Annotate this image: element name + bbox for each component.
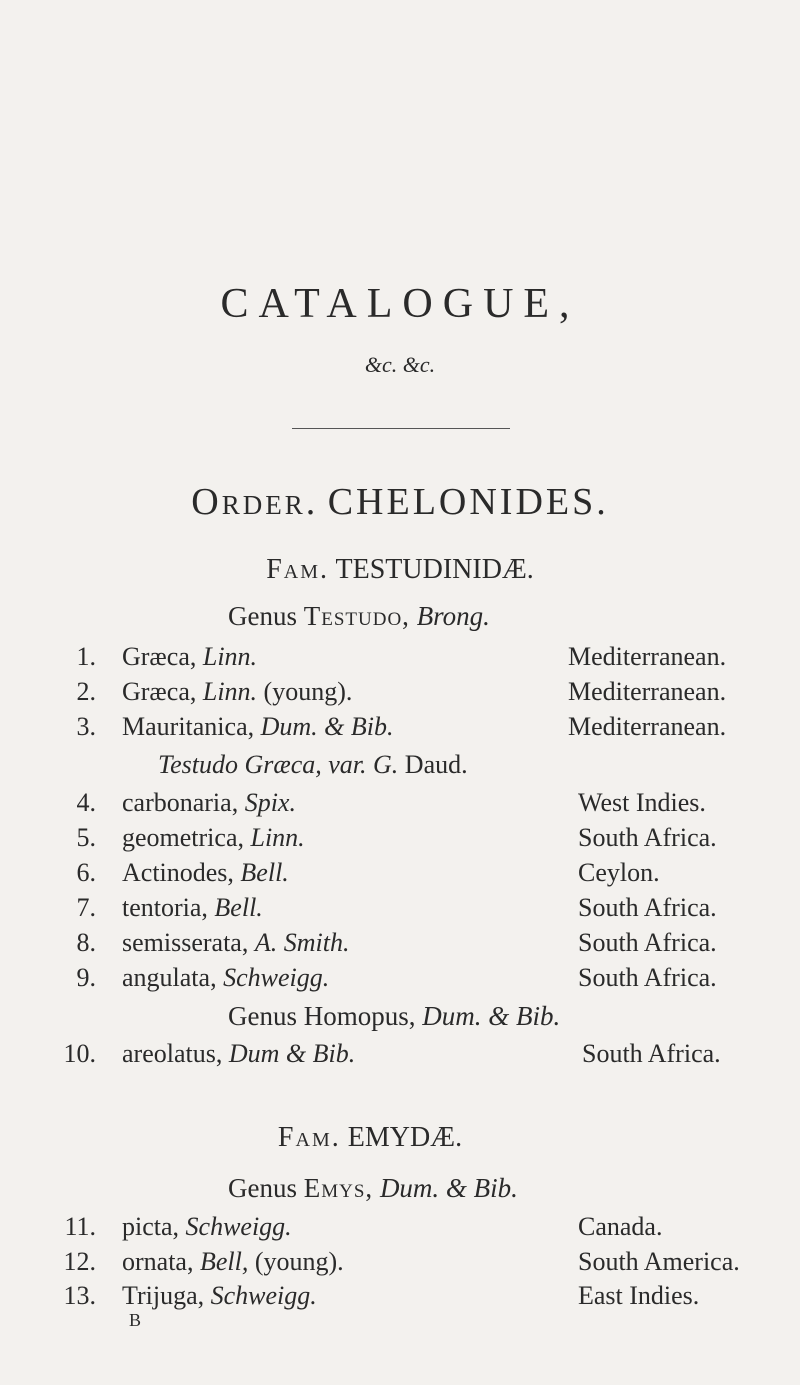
species-number: 6. — [76, 858, 96, 887]
species-entry — [122, 642, 257, 672]
order-name: CHELONIDES. — [327, 481, 609, 523]
page-subtitle: &c. &c. — [364, 352, 436, 377]
species-authority: Spix. — [244, 788, 296, 817]
species-authority: Linn. — [202, 642, 258, 671]
species-name: Græca, — [122, 642, 197, 671]
divider-rule — [292, 428, 510, 429]
synonym-authority: Daud. — [404, 750, 468, 779]
order-label: Order. — [191, 481, 319, 523]
family-heading-emydae — [0, 1122, 770, 1154]
species-entry — [122, 1247, 344, 1277]
species-authority: Dum. & Bib. — [260, 712, 394, 741]
species-entry — [122, 823, 305, 853]
species-entry — [122, 893, 263, 923]
genus-label: Genus — [228, 1173, 297, 1203]
species-number: 11. — [64, 1212, 96, 1241]
species-number: 2. — [76, 677, 96, 706]
species-name: Actinodes, — [122, 858, 234, 887]
genus-authority: Dum. & Bib. — [379, 1173, 518, 1203]
species-entry — [122, 788, 296, 818]
family-label: Fam. — [277, 1122, 341, 1153]
species-number: 7. — [76, 893, 96, 922]
family-name: EMYDÆ. — [347, 1122, 463, 1153]
species-name: semisserata, — [122, 928, 249, 957]
species-authority: Schweigg. — [210, 1281, 317, 1310]
species-number: 13. — [63, 1281, 96, 1310]
genus-label: Genus — [228, 1001, 297, 1031]
species-number: 12. — [63, 1247, 96, 1276]
genus-label: Genus — [228, 601, 297, 631]
species-number: 8. — [76, 928, 96, 957]
synonym-text: Testudo Græca, var. G. — [158, 750, 399, 779]
species-name: angulata, — [122, 963, 217, 992]
species-locality: Ceylon. — [578, 858, 660, 887]
species-locality: Mediterranean. — [568, 677, 727, 706]
species-synonym — [158, 750, 468, 780]
species-entry — [122, 1212, 292, 1242]
species-authority: Schweigg. — [223, 963, 330, 992]
genus-name: Homopus, — [303, 1001, 416, 1031]
species-entry — [122, 963, 329, 993]
species-name: geometrica, — [122, 823, 244, 852]
species-entry — [122, 858, 289, 888]
species-name: picta, — [122, 1212, 180, 1241]
species-locality: South America. — [578, 1247, 740, 1276]
species-locality: East Indies. — [578, 1281, 700, 1310]
species-authority: Linn. — [250, 823, 305, 852]
genus-name: Emys, — [303, 1173, 374, 1203]
genus-heading-emys — [228, 1173, 518, 1204]
species-entry — [122, 1039, 355, 1069]
species-name: ornata, — [122, 1247, 194, 1276]
species-locality: Mediterranean. — [568, 642, 727, 671]
page-title: CATALOGUE, — [220, 281, 580, 327]
family-label: Fam. — [266, 554, 329, 585]
family-name: TESTUDINIDÆ. — [335, 554, 534, 585]
species-name: carbonaria, — [122, 788, 239, 817]
genus-authority: Brong. — [416, 601, 490, 631]
species-number: 9. — [76, 963, 96, 992]
genus-name: Testudo, — [303, 601, 410, 631]
species-name: Græca, — [122, 677, 197, 706]
species-note: (young). — [263, 677, 353, 706]
species-number: 4. — [76, 788, 96, 817]
species-entry — [122, 677, 352, 707]
species-locality: South Africa. — [578, 928, 717, 957]
species-name: Mauritanica, — [122, 712, 255, 741]
signature-mark: B — [129, 1310, 142, 1330]
species-entry — [122, 928, 349, 958]
species-locality: Canada. — [578, 1212, 663, 1241]
species-authority: Schweigg. — [185, 1212, 292, 1241]
species-locality: South Africa. — [578, 893, 717, 922]
species-number: 1. — [76, 642, 96, 671]
genus-authority: Dum. & Bib. — [422, 1001, 561, 1031]
species-name: areolatus, — [122, 1039, 223, 1068]
species-authority: Bell. — [240, 858, 289, 887]
species-locality: West Indies. — [578, 788, 706, 817]
species-locality: South Africa. — [578, 963, 717, 992]
species-entry — [122, 712, 394, 742]
species-authority: Bell. — [214, 893, 263, 922]
species-name: tentoria, — [122, 893, 208, 922]
species-number: 3. — [76, 712, 96, 741]
species-number: 5. — [76, 823, 96, 852]
species-authority: A. Smith. — [254, 928, 350, 957]
species-authority: Linn. — [202, 677, 258, 706]
species-authority: Dum & Bib. — [228, 1039, 356, 1068]
species-entry — [122, 1281, 317, 1311]
species-locality: South Africa. — [582, 1039, 721, 1068]
species-authority: Bell, — [199, 1247, 249, 1276]
species-locality: Mediterranean. — [568, 712, 727, 741]
species-name: Trijuga, — [122, 1281, 205, 1310]
genus-heading-testudo — [228, 601, 490, 632]
family-heading-testudinidae — [0, 554, 800, 586]
genus-heading-homopus — [228, 1001, 560, 1032]
species-note: (young). — [254, 1247, 344, 1276]
species-number: 10. — [63, 1039, 96, 1068]
species-locality: South Africa. — [578, 823, 717, 852]
order-heading — [0, 480, 800, 524]
